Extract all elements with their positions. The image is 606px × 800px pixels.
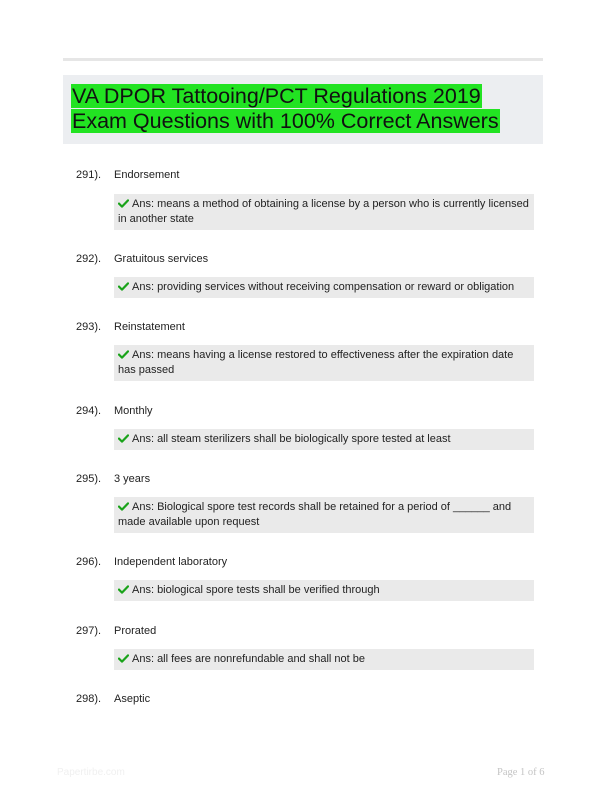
check-icon xyxy=(118,282,129,291)
answer-box xyxy=(114,277,534,298)
top-divider xyxy=(63,58,543,61)
title-banner xyxy=(63,75,543,144)
answer-box xyxy=(114,497,534,533)
question-number: 291). xyxy=(76,169,102,181)
question-term: Independent laboratory xyxy=(114,556,228,568)
question-term: Aseptic xyxy=(114,693,151,705)
answer-box xyxy=(114,580,534,601)
check-icon xyxy=(118,199,129,208)
question-term: Endorsement xyxy=(114,169,180,181)
page-number: Page 1 of 6 xyxy=(497,767,545,778)
check-icon xyxy=(118,502,129,511)
answer-text: Ans: all steam sterilizers shall be biologically spore tested at least xyxy=(132,433,451,445)
answer-text: Ans: all fees are nonrefundable and shall not be xyxy=(132,653,365,665)
answer-text: Ans: biological spore tests shall be verified through xyxy=(132,584,380,596)
question-number: 297). xyxy=(76,625,102,637)
document-title-text: VA DPOR Tattooing/PCT Regulations 2019 Exam Questions with 100% Correct Answers xyxy=(72,84,499,133)
question-term: Gratuitous services xyxy=(114,253,209,265)
answer-box xyxy=(114,649,534,670)
document-title xyxy=(71,84,541,134)
check-icon xyxy=(118,585,129,594)
question-term: 3 years xyxy=(114,473,151,485)
question-term: Monthly xyxy=(114,405,153,417)
question-number: 295). xyxy=(76,473,102,485)
check-icon xyxy=(118,350,129,359)
answer-text: Ans: providing services without receiving compensation or reward or obligation xyxy=(132,281,515,293)
question-number: 298). xyxy=(76,693,102,705)
check-icon xyxy=(118,434,129,443)
answer-text: Ans: Biological spore test records shall be retained for a period of ______ and made available upon request xyxy=(118,501,512,528)
footer-watermark: Papertirbe.com xyxy=(57,767,125,778)
question-term: Prorated xyxy=(114,625,157,637)
question-number: 293). xyxy=(76,321,102,333)
answer-text: Ans: means having a license restored to effectiveness after the expiration date has passed xyxy=(118,349,514,376)
check-icon xyxy=(118,654,129,663)
question-number: 292). xyxy=(76,253,102,265)
answer-box xyxy=(114,194,534,230)
answer-text: Ans: means a method of obtaining a license by a person who is currently licensed in another state xyxy=(118,198,529,225)
question-term: Reinstatement xyxy=(114,321,185,333)
answer-box xyxy=(114,345,534,381)
question-number: 294). xyxy=(76,405,102,417)
answer-box xyxy=(114,429,534,450)
question-number: 296). xyxy=(76,556,102,568)
